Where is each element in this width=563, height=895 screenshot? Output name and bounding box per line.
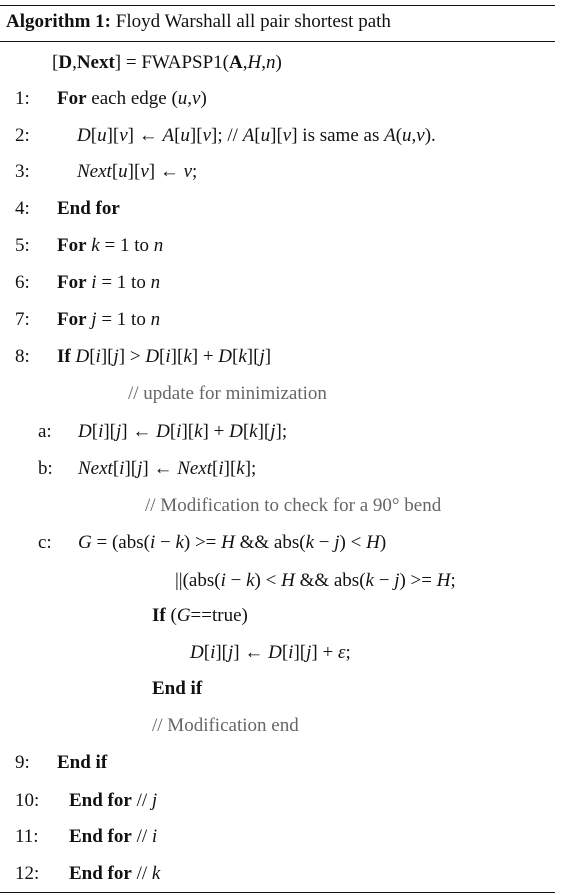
algorithm-line: End for // k — [69, 863, 161, 884]
caption-rule — [0, 41, 555, 42]
line-number: 7: — [15, 309, 30, 330]
algorithm-line: For each edge (u,v) — [57, 88, 207, 109]
algorithm-line: End for // i — [69, 826, 158, 847]
algorithm-line: End for // j — [69, 790, 158, 811]
line-number: 4: — [15, 198, 30, 219]
algorithm-line: ||(abs(i − k) < H && abs(k − j) >= H; — [175, 570, 456, 591]
algorithm-line: End if — [57, 752, 108, 773]
line-number: 10: — [15, 790, 40, 811]
algorithm-line: Next[u][v] ← v; — [77, 161, 198, 182]
line-number: 5: — [15, 235, 30, 256]
line-number: c: — [38, 532, 52, 553]
algorithm-line: [D,Next] = FWAPSP1(A,H,n) — [52, 52, 282, 73]
top-rule — [0, 5, 555, 6]
algorithm-line: D[u][v] ← A[u][v]; // A[u][v] is same as A(u,v). — [77, 125, 436, 146]
algorithm-line: D[i][j] ← D[i][k] + D[k][j]; — [78, 421, 288, 442]
line-number: 1: — [15, 88, 30, 109]
algorithm-line: If D[i][j] > D[i][k] + D[k][j] — [57, 346, 272, 367]
algorithm-line: // Modification to check for a 90° bend — [145, 495, 442, 516]
algorithm-caption — [6, 9, 391, 35]
bottom-rule — [0, 892, 555, 893]
algorithm-line: For k = 1 to n — [57, 235, 164, 256]
line-number: 12: — [15, 863, 40, 884]
algorithm-line: End for — [57, 198, 120, 219]
algorithm-line: End if — [152, 678, 203, 699]
line-number: 8: — [15, 346, 30, 367]
algorithm-line: If (G==true) — [152, 605, 248, 626]
algorithm-line: For j = 1 to n — [57, 309, 161, 330]
algorithm-line: // update for minimization — [128, 383, 327, 404]
line-number: b: — [38, 458, 53, 479]
caption-title: Floyd Warshall all pair shortest path — [115, 11, 391, 32]
line-number: a: — [38, 421, 52, 442]
algorithm-line: // Modification end — [152, 715, 299, 736]
line-number: 11: — [15, 826, 39, 847]
algorithm-line: Next[i][j] ← Next[i][k]; — [78, 458, 257, 479]
algorithm-line: G = (abs(i − k) >= H && abs(k − j) < H) — [78, 532, 387, 553]
algorithm-line: For i = 1 to n — [57, 272, 161, 293]
caption-label: Algorithm 1: — [6, 11, 112, 32]
line-number: 3: — [15, 161, 30, 182]
line-number: 6: — [15, 272, 30, 293]
algorithm-line: D[i][j] ← D[i][j] + ε; — [190, 642, 351, 663]
line-number: 9: — [15, 752, 30, 773]
line-number: 2: — [15, 125, 30, 146]
